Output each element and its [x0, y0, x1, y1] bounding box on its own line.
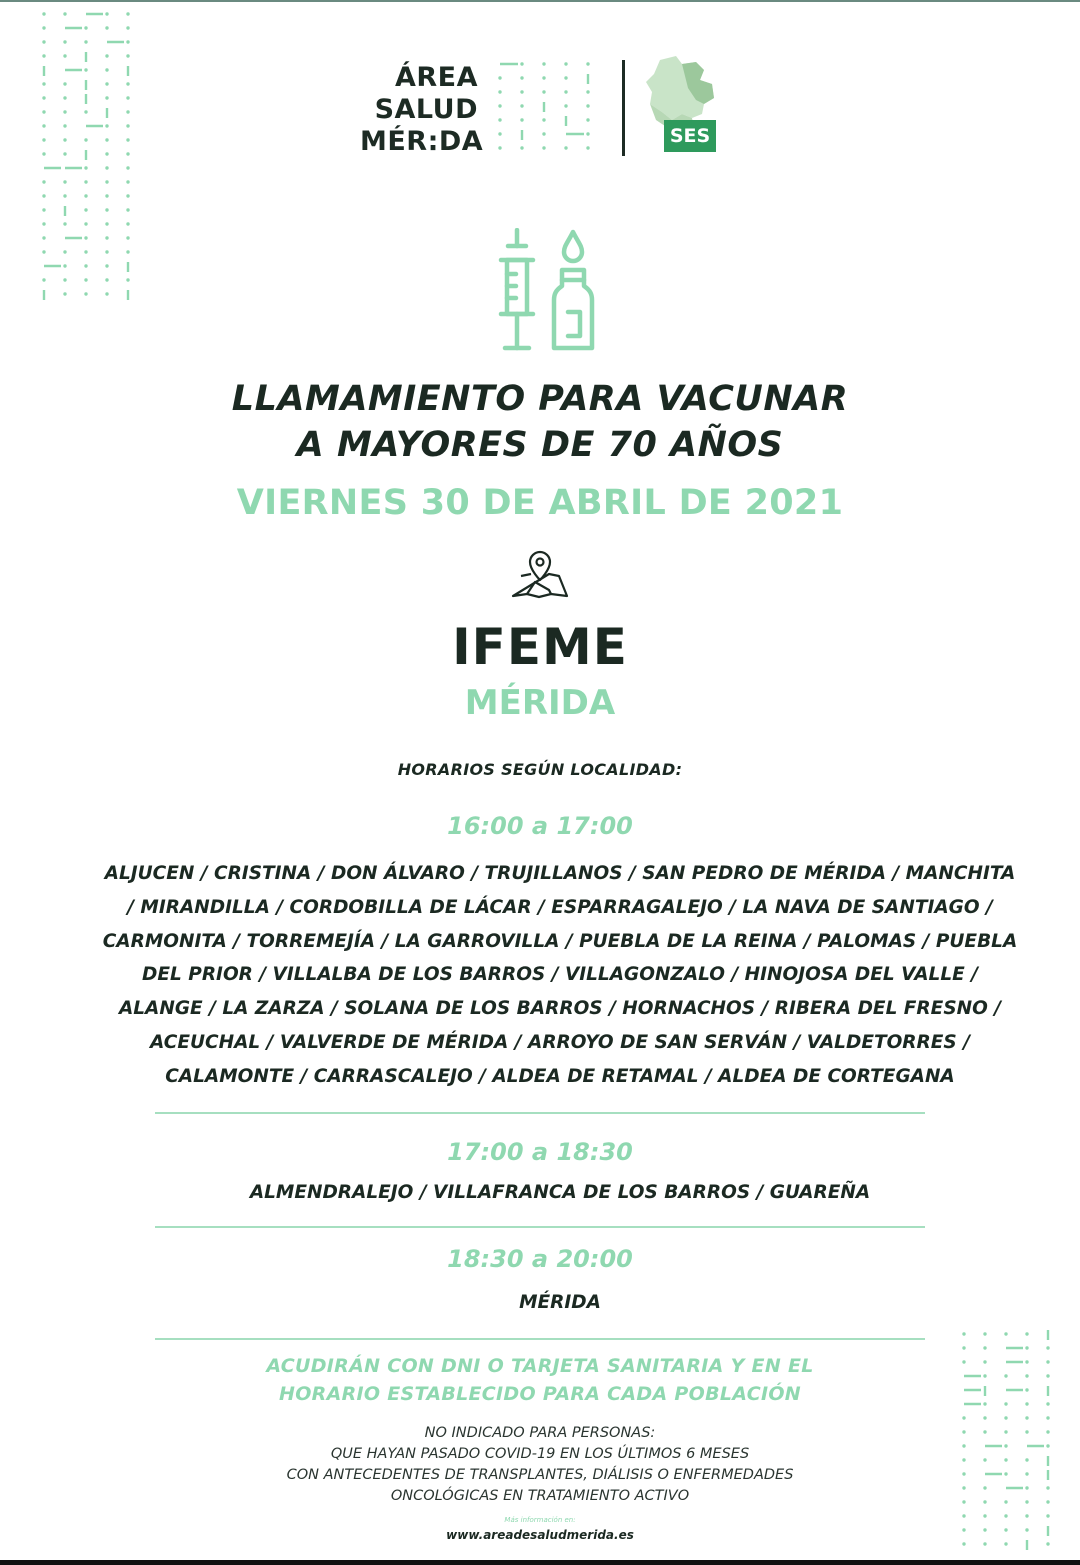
decorative-dot: [105, 152, 108, 155]
decorative-dot: [84, 166, 87, 169]
decorative-dot: [105, 54, 108, 57]
towns-line: / MIRANDILLA / CORDOBILLA DE LÁCAR / ESPARRAGALEJO / LA NAVA DE SANTIAGO /: [127, 896, 993, 918]
bottom-border: [0, 1560, 1080, 1565]
decorative-dot: [105, 138, 108, 141]
slot-2-time: 17:00 a 18:30: [447, 1138, 633, 1166]
decorative-dot: [105, 250, 108, 253]
decorative-dot: [564, 62, 567, 65]
decorative-dot: [42, 152, 45, 155]
decorative-dot: [84, 250, 87, 253]
decorative-dot: [1025, 1332, 1028, 1335]
towns-line: DEL PRIOR / VILLALBA DE LOS BARROS / VILLAGONZALO / HINOJOSA DEL VALLE /: [142, 964, 978, 986]
decorative-dot: [520, 104, 523, 107]
decorative-dot: [1025, 1416, 1028, 1419]
decorative-dot: [105, 12, 108, 15]
decorative-dot: [84, 138, 87, 141]
decorative-dot: [542, 90, 545, 93]
decorative-dot: [42, 138, 45, 141]
decorative-dot: [126, 12, 129, 15]
decorative-dot: [126, 278, 129, 281]
decorative-dot: [498, 146, 501, 149]
decorative-dot: [63, 12, 66, 15]
decorative-dot: [42, 250, 45, 253]
decorative-dot: [105, 68, 108, 71]
decorative-dot: [520, 118, 523, 121]
decorative-dot: [983, 1542, 986, 1545]
decorative-dot: [42, 194, 45, 197]
decorative-dot: [42, 12, 45, 15]
decorative-dot: [498, 76, 501, 79]
decorative-dot: [63, 96, 66, 99]
decorative-dot: [542, 118, 545, 121]
decorative-dot: [126, 236, 129, 239]
decorative-dot: [63, 152, 66, 155]
map-pin-icon: [509, 550, 571, 604]
decorative-dot: [42, 236, 45, 239]
logo-line-2: SALUD: [374, 94, 478, 125]
towns-line: ALJUCEN / CRISTINA / DON ÁLVARO / TRUJILLANOS / SAN PEDRO DE MÉRIDA / MANCHITA: [104, 863, 1016, 884]
decorative-dot: [586, 104, 589, 107]
decorative-dot: [520, 90, 523, 93]
event-date: VIERNES 30 DE ABRIL DE 2021: [236, 483, 844, 523]
decorative-dot: [105, 82, 108, 85]
decorative-dot: [126, 40, 129, 43]
title-line-1: LLAMAMIENTO PARA VACUNAR: [231, 379, 849, 419]
decorative-dot: [962, 1416, 965, 1419]
decorative-dot: [63, 194, 66, 197]
requirements-notice: [0, 1352, 1080, 1408]
section-divider: [155, 1226, 925, 1228]
website-link[interactable]: www.areadesaludmerida.es: [446, 1528, 634, 1542]
exclusion-line-1: NO INDICADO PARA PERSONAS:: [424, 1425, 656, 1441]
section-divider: [155, 1112, 925, 1114]
decorative-dot: [105, 180, 108, 183]
decorative-dot: [84, 236, 87, 239]
decorative-dot: [105, 236, 108, 239]
decorative-dot: [105, 26, 108, 29]
decorative-dot: [564, 90, 567, 93]
decorative-dot: [126, 82, 129, 85]
decorative-dot: [84, 292, 87, 295]
slot-2-towns: [88, 1176, 1032, 1210]
decorative-dot: [63, 138, 66, 141]
decorative-dot: [1046, 1542, 1049, 1545]
extremadura-map-icon: [642, 54, 722, 164]
decorative-dot: [105, 124, 108, 127]
logo-line-1: ÁREA: [394, 62, 478, 93]
title-line-2: A MAYORES DE 70 AÑOS: [296, 425, 784, 465]
decorative-dot: [105, 278, 108, 281]
decorative-dot: [586, 62, 589, 65]
decorative-dot: [126, 180, 129, 183]
decorative-dot: [84, 222, 87, 225]
notice-line-1: ACUDIRÁN CON DNI O TARJETA SANITARIA Y EN EL: [266, 1355, 814, 1377]
decorative-dot: [1004, 1332, 1007, 1335]
notice-line-2: HORARIO ESTABLECIDO PARA CADA POBLACIÓN: [279, 1383, 801, 1405]
decorative-dot: [126, 110, 129, 113]
decorative-dot: [42, 124, 45, 127]
decorative-dot: [63, 82, 66, 85]
logo-dot-pattern: [496, 60, 606, 160]
decorative-dot: [962, 1346, 965, 1349]
decorative-dot: [42, 96, 45, 99]
decorative-dot: [63, 250, 66, 253]
decorative-dot: [126, 222, 129, 225]
section-divider: [155, 1338, 925, 1340]
syringe-and-vial-icon: [490, 228, 600, 358]
decorative-dot: [498, 90, 501, 93]
decorative-dot: [84, 194, 87, 197]
decorative-dot: [126, 194, 129, 197]
decorative-dot: [105, 292, 108, 295]
decorative-dot: [962, 1332, 965, 1335]
towns-line: CARMONITA / TORREMEJÍA / LA GARROVILLA / PUEBLA DE LA REINA / PALOMAS / PUEBLA: [102, 930, 1018, 952]
slot-1-towns: [88, 857, 1032, 1094]
decorative-dot: [126, 54, 129, 57]
decorative-dot: [983, 1332, 986, 1335]
decorative-dot: [498, 118, 501, 121]
decorative-dot: [42, 110, 45, 113]
decorative-dot: [126, 124, 129, 127]
decorative-dot: [63, 124, 66, 127]
area-salud-merida-logo: [360, 60, 730, 160]
decorative-dot: [126, 166, 129, 169]
towns-line: CALAMONTE / CARRASCALEJO / ALDEA DE RETAMAL / ALDEA DE CORTEGANA: [165, 1065, 955, 1087]
decorative-dot: [63, 222, 66, 225]
page-title: [0, 376, 1080, 468]
towns-line: ACEUCHAL / VALVERDE DE MÉRIDA / ARROYO DE SAN SERVÁN / VALDETORRES /: [150, 1031, 970, 1053]
decorative-dot: [105, 194, 108, 197]
decorative-dot: [63, 110, 66, 113]
decorative-dot: [126, 152, 129, 155]
decorative-dot: [126, 96, 129, 99]
decorative-dot: [42, 208, 45, 211]
decorative-dot: [983, 1416, 986, 1419]
exclusion-line-4: ONCOLÓGICAS EN TRATAMIENTO ACTIVO: [390, 1488, 690, 1504]
schedule-heading: HORARIOS SEGÚN LOCALIDAD:: [397, 760, 683, 779]
decorative-dot: [1046, 1346, 1049, 1349]
exclusion-line-3: CON ANTECEDENTES DE TRANSPLANTES, DIÁLISIS O ENFERMEDADES: [286, 1467, 794, 1483]
top-border: [0, 0, 1080, 2]
decorative-dot: [126, 250, 129, 253]
decorative-dot: [42, 278, 45, 281]
decorative-dot: [42, 82, 45, 85]
decorative-dot: [520, 76, 523, 79]
slot-3-time: 18:30 a 20:00: [447, 1245, 633, 1273]
slot-3-towns: [88, 1286, 1032, 1320]
decorative-dot: [962, 1542, 965, 1545]
decorative-dot: [1004, 1542, 1007, 1545]
decorative-dot: [498, 132, 501, 135]
decorative-dot: [84, 40, 87, 43]
decorative-dot: [42, 222, 45, 225]
decorative-dot: [42, 40, 45, 43]
exclusion-line-2: QUE HAYAN PASADO COVID-19 EN LOS ÚLTIMOS 6 MESES: [330, 1446, 750, 1462]
decorative-dot: [1025, 1346, 1028, 1349]
decorative-dot: [1046, 1416, 1049, 1419]
decorative-dot: [84, 110, 87, 113]
decorative-dot: [564, 104, 567, 107]
decorative-dot: [542, 146, 545, 149]
logo-line-3: MÉR:DA: [360, 126, 484, 157]
decorative-dot: [84, 278, 87, 281]
venue-city: MÉRIDA: [464, 683, 616, 723]
decorative-dot: [520, 146, 523, 149]
decorative-dot: [105, 96, 108, 99]
decorative-dot: [126, 138, 129, 141]
decorative-dot: [63, 278, 66, 281]
decorative-dot: [542, 76, 545, 79]
decorative-dot: [84, 208, 87, 211]
decorative-dot: [542, 62, 545, 65]
decorative-dot: [564, 146, 567, 149]
decorative-dot: [105, 208, 108, 211]
logo-wordmark: [360, 62, 484, 158]
decorative-dot: [126, 208, 129, 211]
towns-line: ALMENDRALEJO / VILLAFRANCA DE LOS BARROS / GUAREÑA: [249, 1182, 871, 1203]
decorative-dot: [586, 118, 589, 121]
decorative-dot: [63, 180, 66, 183]
logo-divider: [622, 60, 625, 156]
decorative-dot: [586, 146, 589, 149]
decorative-dot: [983, 1346, 986, 1349]
decorative-dot: [105, 166, 108, 169]
decorative-dot: [84, 180, 87, 183]
slot-1-time: 16:00 a 17:00: [447, 812, 633, 840]
decorative-dot: [84, 26, 87, 29]
decorative-dot: [564, 76, 567, 79]
decorative-dot: [586, 90, 589, 93]
decorative-dot: [42, 180, 45, 183]
decorative-dot: [42, 54, 45, 57]
decorative-dot: [520, 62, 523, 65]
decorative-dot: [586, 132, 589, 135]
decorative-dot: [63, 40, 66, 43]
decorative-dot: [84, 264, 87, 267]
towns-line: ALANGE / LA ZARZA / SOLANA DE LOS BARROS / HORNACHOS / RIBERA DEL FRESNO /: [118, 998, 1002, 1020]
more-info-label: Más información en:: [504, 1516, 576, 1524]
decorative-dot-pattern-top-left: [40, 10, 140, 310]
decorative-dot: [1004, 1416, 1007, 1419]
towns-line: MÉRIDA: [519, 1292, 601, 1313]
decorative-dot: [105, 264, 108, 267]
decorative-dot: [542, 132, 545, 135]
decorative-dot: [126, 26, 129, 29]
decorative-dot: [498, 104, 501, 107]
decorative-dot: [63, 292, 66, 295]
decorative-dot: [105, 222, 108, 225]
decorative-dot: [63, 54, 66, 57]
decorative-dot: [63, 264, 66, 267]
venue-name: IFEME: [452, 618, 628, 676]
decorative-dot: [42, 26, 45, 29]
decorative-dot: [84, 68, 87, 71]
ses-badge: SES: [664, 120, 716, 152]
